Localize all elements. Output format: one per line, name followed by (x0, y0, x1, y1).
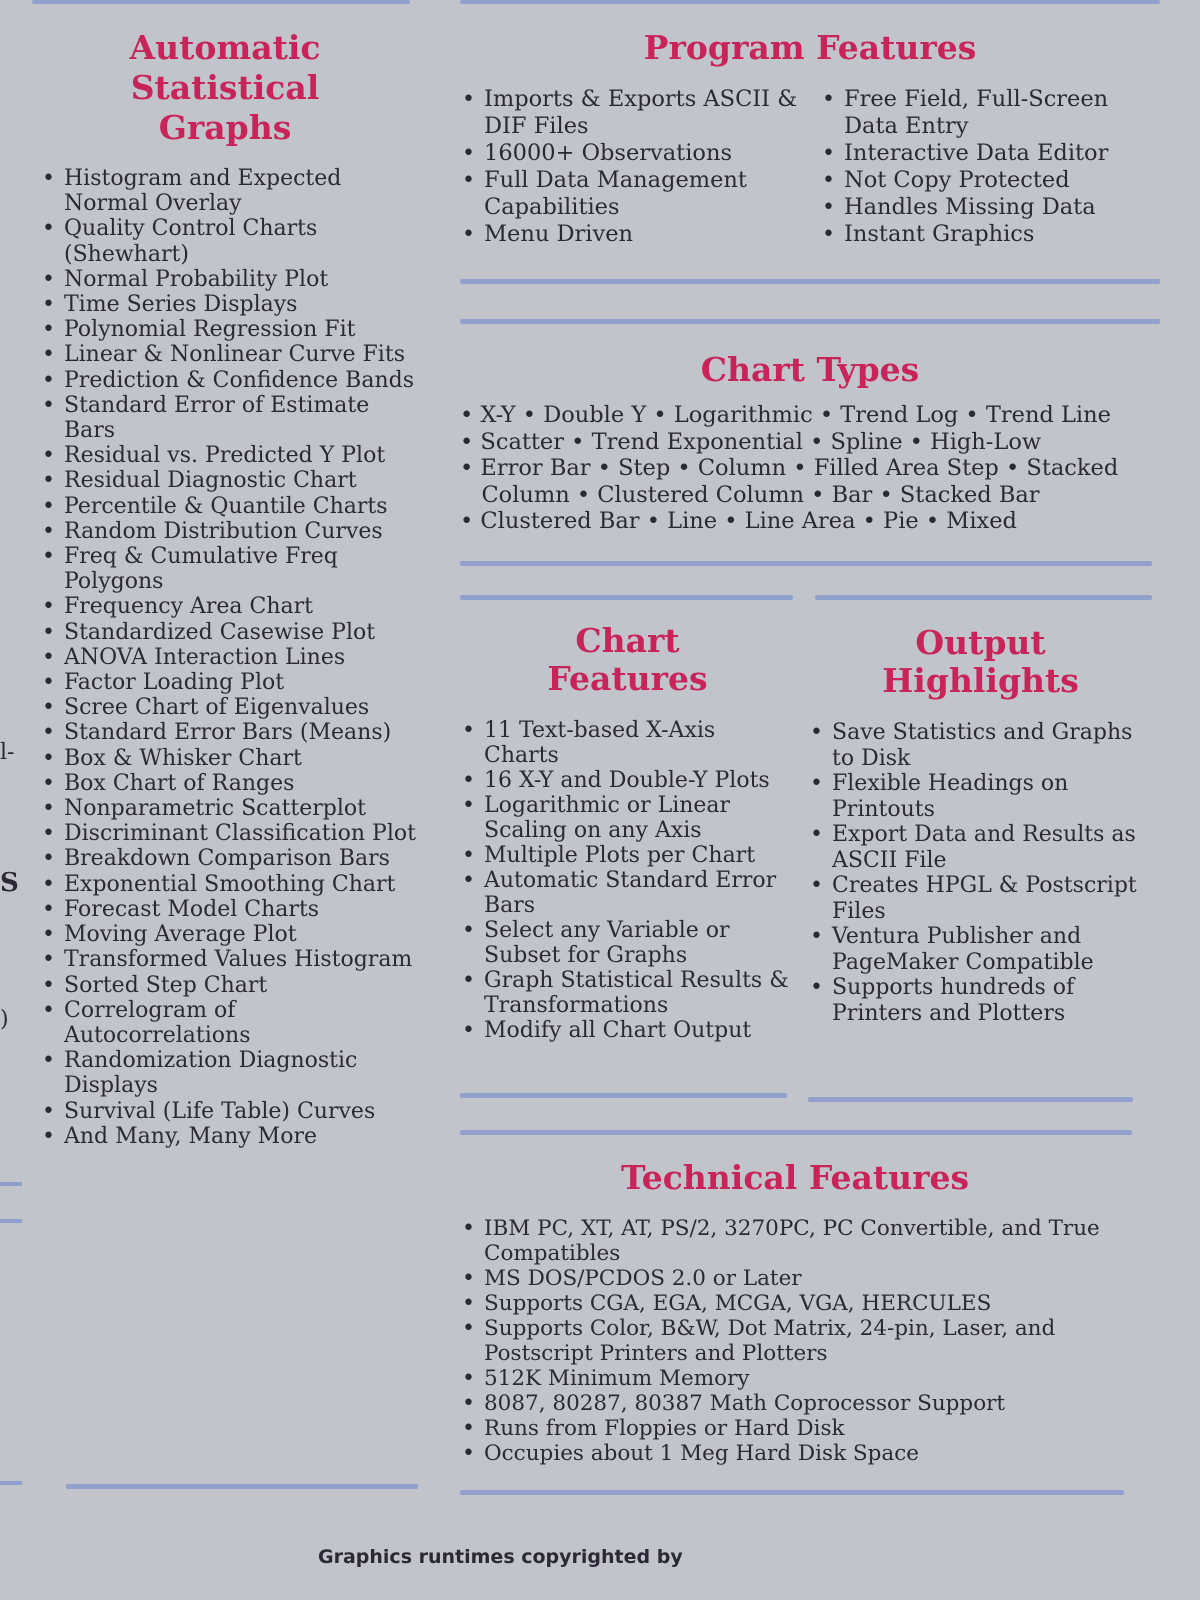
list-item: • Time Series Displays (40, 292, 420, 317)
chart-features-list (460, 718, 795, 1043)
list-item: • Full Data Management Capabilities (460, 167, 820, 221)
section-title: Technical Features (620, 1158, 970, 1197)
list-item: • Not Copy Protected (820, 167, 1150, 194)
list-item: • Forecast Model Charts (40, 897, 420, 922)
list-item: • Automatic Standard Error Bars (460, 868, 795, 918)
list-item: • Transformed Values Histogram (40, 947, 420, 972)
list-item: • Residual Diagnostic Chart (40, 468, 420, 493)
list-item: • Freq & Cumulative Freq Polygons (40, 544, 420, 594)
output-highlights-section (808, 624, 1153, 1026)
list-item: • Standard Error of Estimate Bars (40, 393, 420, 443)
divider (460, 1093, 787, 1098)
list-item: • Modify all Chart Output (460, 1018, 795, 1043)
list-item: • Menu Driven (460, 221, 820, 248)
list-item: • Interactive Data Editor (820, 140, 1150, 167)
divider (460, 319, 1160, 324)
divider (0, 1481, 22, 1485)
list-item: • Save Statistics and Graphs to Disk (808, 720, 1153, 771)
list-item: • Standardized Casewise Plot (40, 620, 420, 645)
edge-fragment: S (0, 868, 19, 898)
list-item: • MS DOS/PCDOS 2.0 or Later (460, 1266, 1160, 1291)
chart-features-section (460, 622, 795, 1043)
divider (460, 279, 1160, 284)
list-item: • And Many, Many More (40, 1124, 420, 1149)
divider (32, 0, 410, 4)
divider (460, 1490, 1124, 1495)
program-features-right-list (820, 86, 1150, 248)
list-item: • Ventura Publisher and PageMaker Compatible (808, 924, 1153, 975)
list-item: • ANOVA Interaction Lines (40, 645, 420, 670)
section-title: Chart Types (700, 350, 920, 389)
chart-types-line: • Scatter • Trend Exponential • Spline • High-Low (460, 428, 1042, 455)
list-item: • Frequency Area Chart (40, 594, 420, 619)
list-item: • Imports & Exports ASCII & DIF Files (460, 86, 820, 140)
list-item: • 11 Text-based X-Axis Charts (460, 718, 795, 768)
list-item: • Standard Error Bars (Means) (40, 720, 420, 745)
list-item: • Randomization Diagnostic Displays (40, 1048, 420, 1098)
divider (808, 1097, 1133, 1102)
list-item: • Instant Graphics (820, 221, 1150, 248)
list-item: • Random Distribution Curves (40, 519, 420, 544)
chart-types-line: • Clustered Bar • Line • Line Area • Pie • Mixed (460, 508, 1017, 534)
list-item: • Residual vs. Predicted Y Plot (40, 443, 420, 468)
program-features-left-list (460, 86, 820, 248)
divider (0, 1182, 22, 1186)
list-item: • Export Data and Results as ASCII File (808, 822, 1153, 873)
list-item: • Sorted Step Chart (40, 973, 420, 998)
list-item: • Free Field, Full-Screen Data Entry (820, 86, 1150, 140)
list-item: • Factor Loading Plot (40, 670, 420, 695)
list-item: • Graph Statistical Results & Transformations (460, 968, 795, 1018)
divider (0, 1219, 22, 1223)
list-item: • Correlogram of Autocorrelations (40, 998, 420, 1048)
chart-types-line: • X-Y • Double Y • Logarithmic • Trend Log • Trend Line (460, 402, 1111, 428)
divider (460, 1130, 1132, 1135)
list-item: • Creates HPGL & Postscript Files (808, 873, 1153, 924)
list-item: • Survival (Life Table) Curves (40, 1099, 420, 1124)
list-item: • Flexible Headings on Printouts (808, 771, 1153, 822)
list-item: • 16 X-Y and Double-Y Plots (460, 768, 795, 793)
section-title: Automatic Statistical Graphs (129, 28, 321, 147)
section-title: Output Highlights (882, 623, 1079, 700)
list-item: • Discriminant Classification Plot (40, 821, 420, 846)
program-features-section (460, 28, 1160, 248)
auto-graphs-list (40, 166, 420, 1149)
list-item: • Supports Color, B&W, Dot Matrix, 24-pin, Laser, and Postscript Printers and Plotters (460, 1316, 1160, 1366)
list-item: • 512K Minimum Memory (460, 1366, 1160, 1391)
list-item: • Scree Chart of Eigenvalues (40, 695, 420, 720)
divider (460, 561, 1152, 566)
list-item: • Logarithmic or Linear Scaling on any Axis (460, 793, 795, 843)
list-item: • Normal Probability Plot (40, 267, 420, 292)
list-item: • Supports hundreds of Printers and Plotters (808, 975, 1153, 1026)
technical-features-list (460, 1216, 1160, 1466)
divider (460, 595, 793, 600)
list-item: • Quality Control Charts (Shewhart) (40, 216, 420, 266)
list-item: • Polynomial Regression Fit (40, 317, 420, 342)
list-item: • Handles Missing Data (820, 194, 1150, 221)
technical-features-section (460, 1158, 1160, 1466)
chart-types-list (460, 402, 1160, 535)
list-item: • Select any Variable or Subset for Graphs (460, 918, 795, 968)
chart-types-line: Column • Clustered Column • Bar • Stacked Bar (460, 481, 1040, 508)
section-title: Chart Features (547, 621, 708, 698)
list-item: • Linear & Nonlinear Curve Fits (40, 342, 420, 367)
edge-fragment: l- (0, 740, 15, 765)
list-item: • Histogram and Expected Normal Overlay (40, 166, 420, 216)
divider (460, 0, 1160, 4)
output-highlights-list (808, 720, 1153, 1026)
list-item: • Breakdown Comparison Bars (40, 846, 420, 871)
divider (815, 595, 1152, 600)
list-item: • Exponential Smoothing Chart (40, 872, 420, 897)
list-item: • Runs from Floppies or Hard Disk (460, 1416, 1160, 1441)
list-item: • 16000+ Observations (460, 140, 820, 167)
chart-types-section (460, 350, 1160, 535)
auto-graphs-section (40, 28, 420, 1149)
list-item: • Moving Average Plot (40, 922, 420, 947)
list-item: • 8087, 80287, 80387 Math Coprocessor Support (460, 1391, 1160, 1416)
list-item: • Supports CGA, EGA, MCGA, VGA, HERCULES (460, 1291, 1160, 1316)
footer-text: Graphics runtimes copyrighted by (318, 1546, 683, 1568)
chart-types-line: • Error Bar • Step • Column • Filled Area Step • Stacked (460, 455, 1119, 481)
list-item: • Percentile & Quantile Charts (40, 494, 420, 519)
list-item: • IBM PC, XT, AT, PS/2, 3270PC, PC Convertible, and True Compatibles (460, 1216, 1160, 1266)
section-title: Program Features (643, 28, 977, 67)
edge-fragment: ) (0, 1007, 9, 1032)
list-item: • Multiple Plots per Chart (460, 843, 795, 868)
list-item: • Occupies about 1 Meg Hard Disk Space (460, 1441, 1160, 1466)
list-item: • Nonparametric Scatterplot (40, 796, 420, 821)
divider (66, 1484, 418, 1489)
list-item: • Box & Whisker Chart (40, 746, 420, 771)
list-item: • Prediction & Confidence Bands (40, 368, 420, 393)
list-item: • Box Chart of Ranges (40, 771, 420, 796)
